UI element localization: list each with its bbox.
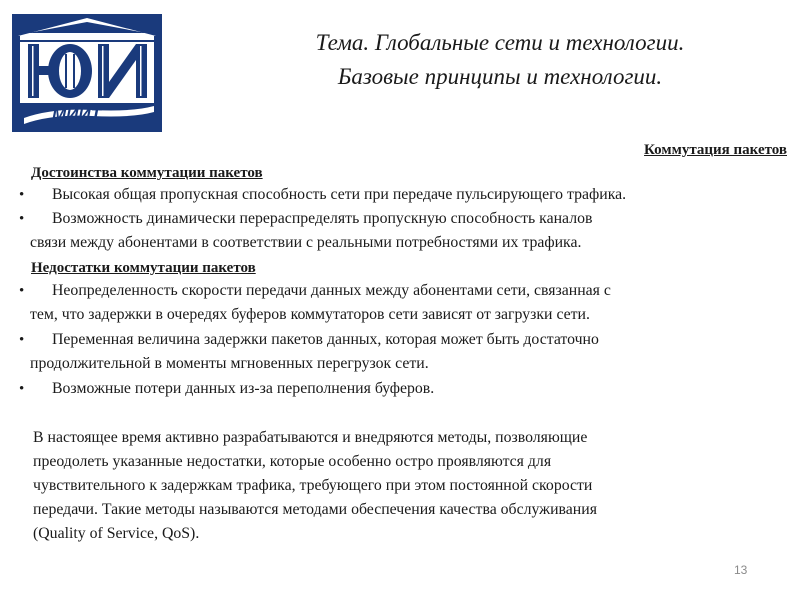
bullet-marker: • [19, 381, 25, 397]
disadvantages-heading: Недостатки коммутации пакетов [31, 260, 256, 276]
logo-text-miit: МИИТ [52, 105, 101, 124]
advantages-heading: Достоинства коммутации пакетов [31, 165, 263, 181]
bullet-marker: • [19, 211, 25, 227]
slide-title-line-1: Тема. Глобальные сети и технологии. [315, 30, 685, 55]
paragraph-line-3: чувствительного к задержкам трафика, требующего при этом постоянной скорости [33, 477, 593, 494]
logo-graphic [12, 14, 162, 132]
topic-label: Коммутация пакетов [644, 142, 787, 158]
paragraph-line-1: В настоящее время активно разрабатываются и внедряются методы, позволяющие [33, 429, 588, 446]
bullet-marker: • [19, 187, 25, 203]
disadvantage-1-line-2: тем, что задержки в очередях буферов коммутаторов сети зависят от загрузки сети. [30, 306, 590, 323]
advantage-2-line-1: Возможность динамически перераспределять пропускную способность каналов [52, 210, 593, 227]
paragraph-line-2: преодолеть указанные недостатки, которые особенно остро проявляются для [33, 453, 552, 470]
advantage-2-line-2: связи между абонентами в соответствии с реальными потребностями их трафика. [30, 234, 582, 251]
disadvantage-2-line-1: Переменная величина задержки пакетов данных, которая может быть достаточно [52, 331, 599, 348]
paragraph-line-4: передачи. Такие методы называются методами обеспечения качества обслуживания [33, 501, 597, 518]
miit-logo [12, 14, 162, 132]
disadvantage-3-line-1: Возможные потери данных из-за переполнения буферов. [52, 380, 435, 397]
advantage-1-line-1: Высокая общая пропускная способность сети при передаче пульсирующего трафика. [52, 186, 627, 203]
disadvantage-1-line-1: Неопределенность скорости передачи данных между абонентами сети, связанная с [52, 282, 611, 299]
paragraph-line-5: (Quality of Service, QoS). [33, 525, 200, 542]
page-number: 13 [734, 563, 748, 577]
bullet-marker: • [19, 283, 25, 299]
bullet-marker: • [19, 332, 25, 348]
disadvantage-2-line-2: продолжительной в моменты мгновенных перегрузок сети. [30, 355, 429, 372]
slide-title-line-2: Базовые принципы и технологии. [337, 64, 663, 89]
